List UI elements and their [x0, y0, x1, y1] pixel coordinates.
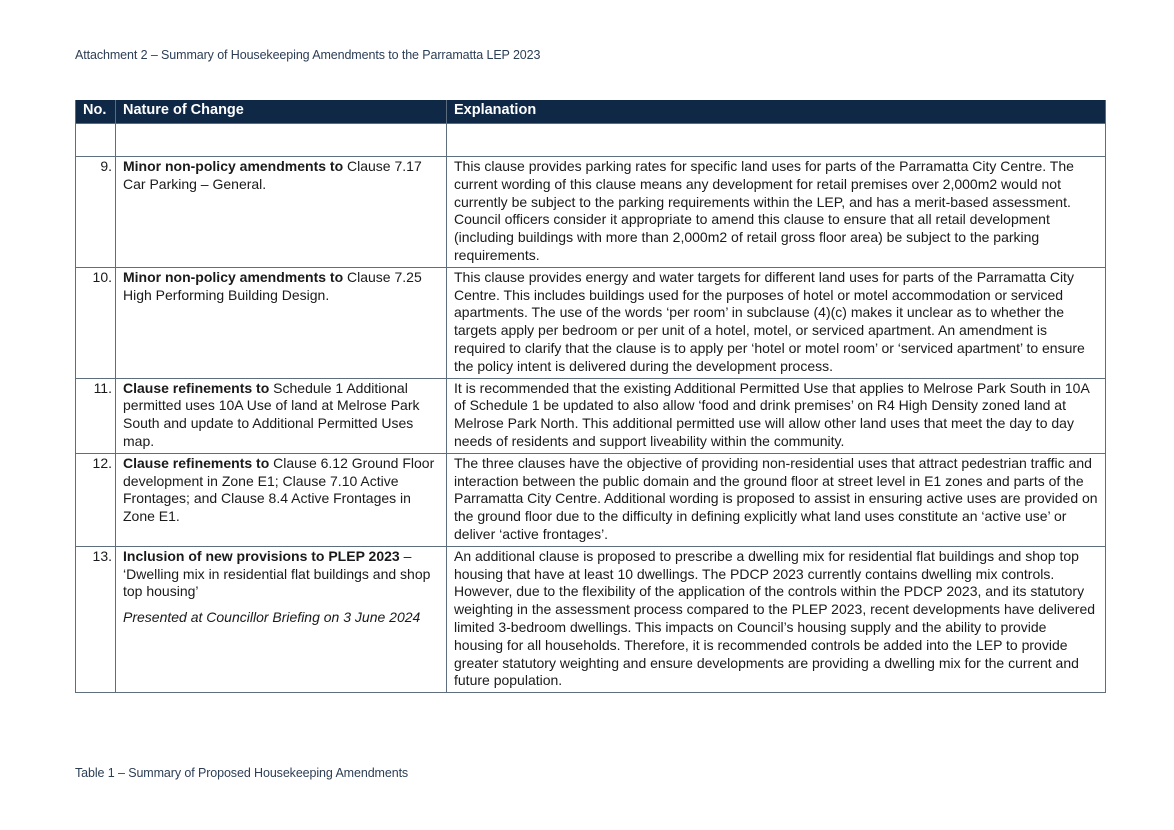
table-row [76, 157, 1106, 268]
table-row [76, 378, 1106, 453]
row-number: 13. [76, 546, 116, 692]
table-row [76, 453, 1106, 546]
row-number: 9. [76, 157, 116, 268]
nature-of-change-cell [116, 267, 447, 378]
row-number: 12. [76, 453, 116, 546]
document-header: Attachment 2 – Summary of Housekeeping Amendments to the Parramatta LEP 2023 [75, 48, 541, 62]
blank-cell [447, 124, 1106, 157]
column-header-nature: Nature of Change [116, 100, 447, 124]
column-header-no: No. [76, 100, 116, 124]
amendments-table [75, 100, 1106, 693]
nature-of-change-cell [116, 378, 447, 453]
nature-of-change-cell [116, 546, 447, 692]
change-type: Inclusion of new provisions to PLEP 2023 [123, 547, 400, 564]
row-number: 11. [76, 378, 116, 453]
table-row [76, 546, 1106, 692]
briefing-note: Presented at Councillor Briefing on 3 June 2024 [123, 609, 421, 626]
change-detail: – ‘Dwelling mix in residential flat buildings and shop top housing’ [123, 547, 431, 600]
explanation-cell: This clause provides parking rates for specific land uses for parts of the Parramatta City Centre. The current wording of this clause means any development for retail premises over 2,000m2 would not currently be subject to the parking requirements within the LEP, and has a merit-based assessment. Council officers consider it appropriate to amend this clause to ensure that all retail development (including buildings with more than 2,000m2 of retail gross floor area) be subject to the parking requirements. [447, 157, 1106, 268]
explanation-cell: An additional clause is proposed to prescribe a dwelling mix for residential flat buildings and shop top housing that have at least 10 dwellings. The PDCP 2023 currently contains dwelling mix controls. However, due to the flexibility of the application of the controls within the PDCP 2023, and its statutory weighting in the assessment process compared to the PLEP 2023, recent developments have delivered limited 3-bedroom dwellings. This impacts on Council’s housing supply and the ability to provide housing for all households. Therefore, it is recommended controls be added into the LEP to provide greater statutory weighting and ensure developments are providing a dwelling mix for the current and future population. [447, 546, 1106, 692]
change-type: Clause refinements to [123, 454, 270, 471]
row-number: 10. [76, 267, 116, 378]
blank-cell [116, 124, 447, 157]
change-type: Clause refinements to [123, 379, 270, 396]
explanation-cell: It is recommended that the existing Additional Permitted Use that applies to Melrose Park South in 10A of Schedule 1 be updated to also allow ‘food and drink premises’ on R4 High Density zoned land at Melrose Park North. This additional permitted use will allow other land uses that meet the day to day needs of residents and support liveability within the community. [447, 378, 1106, 453]
column-header-explanation: Explanation [447, 100, 1106, 124]
table-row [76, 267, 1106, 378]
blank-cell [76, 124, 116, 157]
explanation-cell: This clause provides energy and water targets for different land uses for parts of the Parramatta City Centre. This includes buildings used for the purposes of hotel or motel accommodation or serviced apartments. The use of the words ‘per room’ in subclause (4)(c) makes it unclear as to whether the targets apply per bedroom or per unit of a hotel, motel, or serviced apartment. An amendment is required to clarify that the clause is to apply per ‘hotel or motel room’ or ‘serviced apartment’ to ensure the policy intent is delivered during the development process. [447, 267, 1106, 378]
change-detail: Clause 6.12 Ground Floor development in Zone E1; Clause 7.10 Active Frontages; and Clause 8.4 Active Frontages in Zone E1. [123, 454, 435, 525]
change-detail: Schedule 1 Additional permitted uses 10A Use of land at Melrose Park South and update to Additional Permitted Uses map. [123, 379, 420, 449]
blank-row [76, 124, 1106, 157]
change-type: Minor non-policy amendments to [123, 268, 344, 285]
nature-of-change-cell [116, 157, 447, 268]
explanation-cell: The three clauses have the objective of providing non-residential uses that attract pedestrian traffic and interaction between the public domain and the ground floor at street level in E1 zones and parts of the Parramatta City Centre. Additional wording is proposed to assist in ensuring active uses are provided on the ground floor due to the difficulty in defining explicitly what land uses constitute an ‘active use’ or deliver ‘active frontages’. [447, 453, 1106, 546]
change-detail: Clause 7.17 Car Parking – General. [123, 158, 422, 192]
change-type: Minor non-policy amendments to [123, 158, 344, 174]
table-header-row [76, 100, 1106, 124]
change-detail: Clause 7.25 High Performing Building Design. [123, 268, 422, 303]
nature-of-change-cell [116, 453, 447, 546]
table-caption: Table 1 – Summary of Proposed Housekeeping Amendments [75, 766, 409, 780]
